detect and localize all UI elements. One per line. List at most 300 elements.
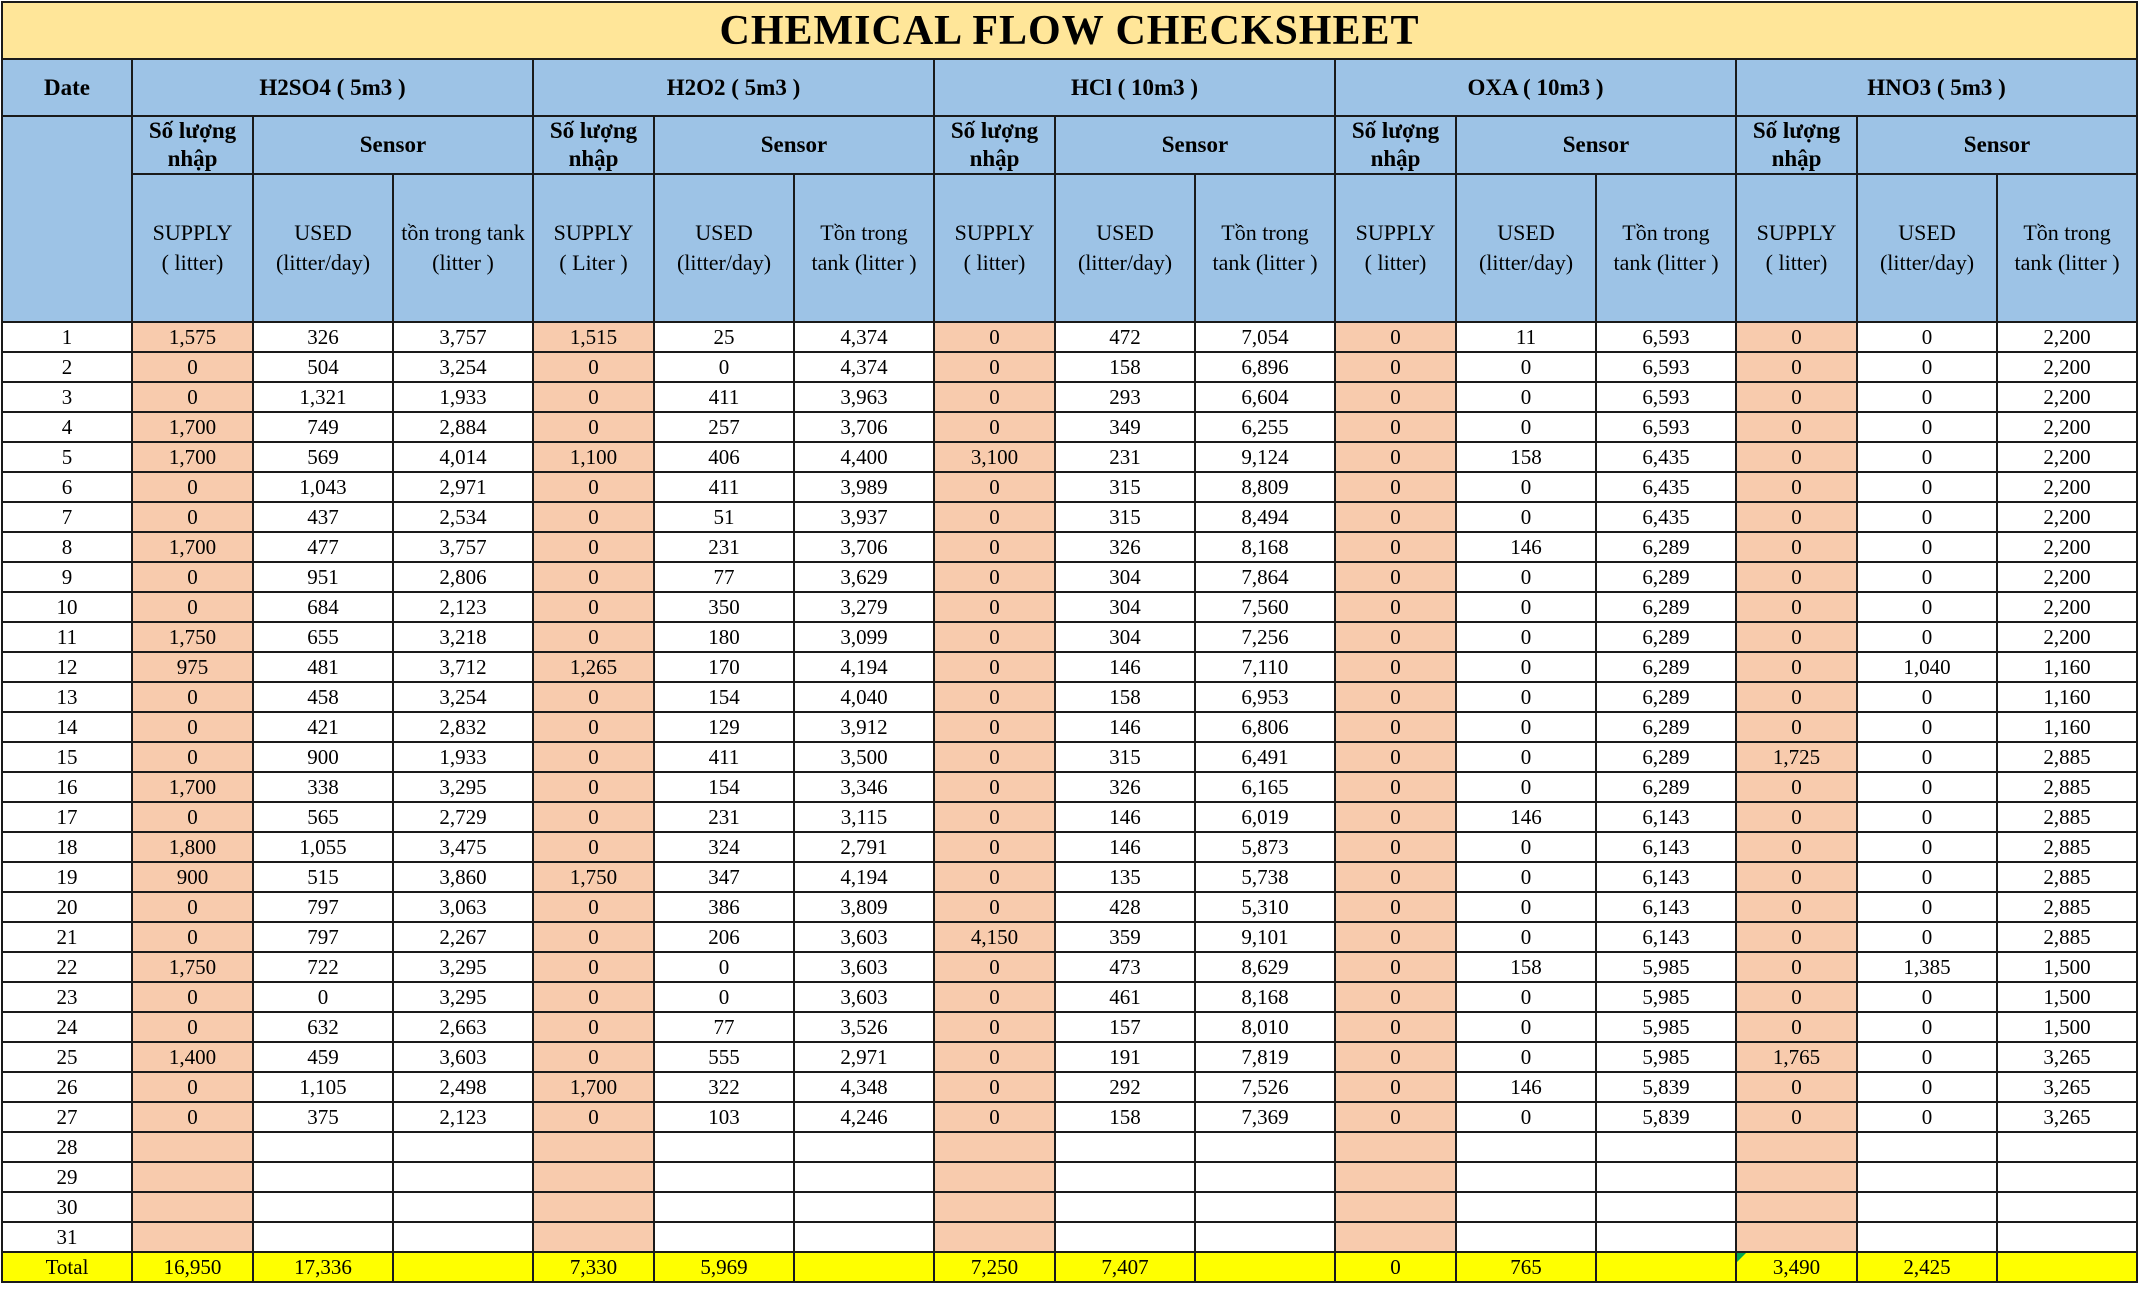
supply-cell[interactable]: 0	[1335, 952, 1456, 982]
tank-cell[interactable]: 4,040	[794, 682, 934, 712]
used-cell[interactable]: 51	[654, 502, 794, 532]
supply-cell[interactable]: 0	[1335, 712, 1456, 742]
supply-cell[interactable]: 0	[533, 412, 654, 442]
tank-cell[interactable]: 2,971	[393, 472, 533, 502]
used-cell[interactable]: 0	[1857, 562, 1997, 592]
tank-cell[interactable]: 7,369	[1195, 1102, 1335, 1132]
supply-cell[interactable]: 0	[533, 832, 654, 862]
used-cell[interactable]: 375	[253, 1102, 393, 1132]
tank-cell[interactable]: 6,435	[1596, 502, 1736, 532]
supply-cell[interactable]: 0	[1335, 472, 1456, 502]
used-cell[interactable]: 77	[654, 562, 794, 592]
used-cell[interactable]: 459	[253, 1042, 393, 1072]
tank-cell[interactable]: 3,295	[393, 982, 533, 1012]
used-cell[interactable]: 315	[1055, 742, 1195, 772]
tank-cell[interactable]: 3,265	[1997, 1072, 2137, 1102]
tank-cell[interactable]: 3,346	[794, 772, 934, 802]
used-cell[interactable]: 0	[1857, 682, 1997, 712]
used-cell[interactable]: 129	[654, 712, 794, 742]
used-cell[interactable]: 428	[1055, 892, 1195, 922]
tank-cell[interactable]: 2,885	[1997, 742, 2137, 772]
supply-cell[interactable]: 0	[1736, 382, 1857, 412]
tank-cell[interactable]: 2,200	[1997, 352, 2137, 382]
tank-cell[interactable]: 8,494	[1195, 502, 1335, 532]
tank-cell[interactable]: 5,985	[1596, 982, 1736, 1012]
tank-cell[interactable]: 6,289	[1596, 622, 1736, 652]
used-cell[interactable]: 1,040	[1857, 652, 1997, 682]
supply-cell[interactable]: 0	[533, 742, 654, 772]
tank-cell[interactable]	[1596, 1132, 1736, 1162]
tank-cell[interactable]: 2,498	[393, 1072, 533, 1102]
tank-cell[interactable]: 6,165	[1195, 772, 1335, 802]
supply-cell[interactable]: 0	[934, 982, 1055, 1012]
tank-cell[interactable]: 5,738	[1195, 862, 1335, 892]
used-cell[interactable]: 0	[1857, 982, 1997, 1012]
used-cell[interactable]: 0	[1857, 592, 1997, 622]
tank-cell[interactable]: 3,629	[794, 562, 934, 592]
tank-cell[interactable]: 8,629	[1195, 952, 1335, 982]
used-cell[interactable]	[654, 1132, 794, 1162]
supply-cell[interactable]: 0	[1335, 862, 1456, 892]
tank-cell[interactable]: 3,757	[393, 532, 533, 562]
tank-cell[interactable]: 6,491	[1195, 742, 1335, 772]
used-cell[interactable]: 0	[1456, 862, 1596, 892]
used-cell[interactable]: 158	[1055, 682, 1195, 712]
tank-cell[interactable]: 6,593	[1596, 412, 1736, 442]
used-cell[interactable]: 458	[253, 682, 393, 712]
supply-cell[interactable]	[1736, 1162, 1857, 1192]
used-cell[interactable]: 722	[253, 952, 393, 982]
used-cell[interactable]: 0	[1857, 1102, 1997, 1132]
used-cell[interactable]: 0	[1857, 832, 1997, 862]
used-cell[interactable]: 180	[654, 622, 794, 652]
tank-cell[interactable]: 3,295	[393, 952, 533, 982]
supply-cell[interactable]: 0	[132, 382, 253, 412]
tank-cell[interactable]: 6,143	[1596, 802, 1736, 832]
used-cell[interactable]: 25	[654, 322, 794, 352]
used-cell[interactable]: 655	[253, 622, 393, 652]
used-cell[interactable]: 684	[253, 592, 393, 622]
supply-cell[interactable]	[1335, 1222, 1456, 1252]
tank-cell[interactable]: 3,063	[393, 892, 533, 922]
used-cell[interactable]: 1,055	[253, 832, 393, 862]
tank-cell[interactable]: 2,534	[393, 502, 533, 532]
supply-cell[interactable]: 4,150	[934, 922, 1055, 952]
used-cell[interactable]: 0	[1456, 352, 1596, 382]
used-cell[interactable]	[1456, 1132, 1596, 1162]
used-cell[interactable]	[1857, 1162, 1997, 1192]
supply-cell[interactable]: 0	[132, 712, 253, 742]
tank-cell[interactable]: 2,884	[393, 412, 533, 442]
used-cell[interactable]: 304	[1055, 622, 1195, 652]
tank-cell[interactable]: 5,839	[1596, 1102, 1736, 1132]
tank-cell[interactable]: 2,200	[1997, 562, 2137, 592]
used-cell[interactable]: 0	[1857, 892, 1997, 922]
used-cell[interactable]: 146	[1055, 652, 1195, 682]
tank-cell[interactable]: 8,168	[1195, 532, 1335, 562]
used-cell[interactable]: 477	[253, 532, 393, 562]
tank-cell[interactable]	[1195, 1222, 1335, 1252]
tank-cell[interactable]: 2,200	[1997, 622, 2137, 652]
tank-cell[interactable]	[794, 1192, 934, 1222]
used-cell[interactable]: 0	[1456, 1102, 1596, 1132]
tank-cell[interactable]: 3,265	[1997, 1102, 2137, 1132]
used-cell[interactable]: 146	[1456, 532, 1596, 562]
used-cell[interactable]: 0	[1857, 742, 1997, 772]
tank-cell[interactable]	[393, 1222, 533, 1252]
used-cell[interactable]: 0	[1857, 1012, 1997, 1042]
tank-cell[interactable]: 6,289	[1596, 562, 1736, 592]
supply-cell[interactable]: 0	[1736, 502, 1857, 532]
tank-cell[interactable]: 1,500	[1997, 982, 2137, 1012]
supply-cell[interactable]: 0	[533, 502, 654, 532]
supply-cell[interactable]: 0	[533, 1042, 654, 1072]
used-cell[interactable]: 231	[654, 532, 794, 562]
tank-cell[interactable]: 2,885	[1997, 892, 2137, 922]
supply-cell[interactable]	[132, 1222, 253, 1252]
tank-cell[interactable]: 3,712	[393, 652, 533, 682]
supply-cell[interactable]: 0	[132, 472, 253, 502]
supply-cell[interactable]: 0	[132, 562, 253, 592]
supply-cell[interactable]: 0	[934, 412, 1055, 442]
tank-cell[interactable]: 2,123	[393, 1102, 533, 1132]
used-cell[interactable]: 350	[654, 592, 794, 622]
tank-cell[interactable]	[794, 1222, 934, 1252]
tank-cell[interactable]: 7,864	[1195, 562, 1335, 592]
supply-cell[interactable]: 0	[1335, 562, 1456, 592]
tank-cell[interactable]: 2,200	[1997, 322, 2137, 352]
used-cell[interactable]	[1857, 1222, 1997, 1252]
used-cell[interactable]: 0	[1456, 832, 1596, 862]
used-cell[interactable]: 158	[1456, 952, 1596, 982]
used-cell[interactable]: 154	[654, 772, 794, 802]
tank-cell[interactable]: 6,143	[1596, 832, 1736, 862]
supply-cell[interactable]: 0	[1736, 862, 1857, 892]
used-cell[interactable]: 1,385	[1857, 952, 1997, 982]
supply-cell[interactable]: 1,700	[132, 412, 253, 442]
supply-cell[interactable]: 0	[132, 742, 253, 772]
supply-cell[interactable]: 0	[132, 1072, 253, 1102]
tank-cell[interactable]	[393, 1132, 533, 1162]
supply-cell[interactable]: 0	[1736, 622, 1857, 652]
used-cell[interactable]: 0	[1456, 382, 1596, 412]
supply-cell[interactable]: 0	[132, 682, 253, 712]
used-cell[interactable]: 146	[1456, 1072, 1596, 1102]
tank-cell[interactable]: 1,500	[1997, 1012, 2137, 1042]
used-cell[interactable]: 0	[1456, 712, 1596, 742]
supply-cell[interactable]: 0	[934, 592, 1055, 622]
tank-cell[interactable]: 2,971	[794, 1042, 934, 1072]
tank-cell[interactable]: 7,819	[1195, 1042, 1335, 1072]
tank-cell[interactable]: 7,256	[1195, 622, 1335, 652]
tank-cell[interactable]: 7,560	[1195, 592, 1335, 622]
supply-cell[interactable]: 0	[1335, 502, 1456, 532]
supply-cell[interactable]: 0	[533, 562, 654, 592]
tank-cell[interactable]: 2,885	[1997, 832, 2137, 862]
supply-cell[interactable]: 0	[934, 1072, 1055, 1102]
supply-cell[interactable]: 0	[1335, 412, 1456, 442]
supply-cell[interactable]: 0	[132, 892, 253, 922]
supply-cell[interactable]: 0	[1335, 1102, 1456, 1132]
used-cell[interactable]: 0	[1456, 472, 1596, 502]
supply-cell[interactable]: 0	[1335, 682, 1456, 712]
tank-cell[interactable]	[794, 1162, 934, 1192]
used-cell[interactable]: 0	[1456, 592, 1596, 622]
supply-cell[interactable]: 0	[533, 592, 654, 622]
tank-cell[interactable]	[1997, 1192, 2137, 1222]
supply-cell[interactable]: 1,265	[533, 652, 654, 682]
used-cell[interactable]: 0	[1857, 352, 1997, 382]
used-cell[interactable]: 326	[253, 322, 393, 352]
supply-cell[interactable]: 0	[132, 592, 253, 622]
supply-cell[interactable]: 0	[533, 352, 654, 382]
tank-cell[interactable]: 6,143	[1596, 862, 1736, 892]
used-cell[interactable]: 158	[1055, 1102, 1195, 1132]
tank-cell[interactable]: 7,526	[1195, 1072, 1335, 1102]
used-cell[interactable]	[253, 1132, 393, 1162]
used-cell[interactable]: 0	[654, 952, 794, 982]
used-cell[interactable]: 900	[253, 742, 393, 772]
supply-cell[interactable]: 1,750	[132, 952, 253, 982]
supply-cell[interactable]: 1,750	[533, 862, 654, 892]
supply-cell[interactable]: 0	[1335, 772, 1456, 802]
tank-cell[interactable]: 6,143	[1596, 892, 1736, 922]
used-cell[interactable]	[1055, 1222, 1195, 1252]
used-cell[interactable]: 0	[1857, 802, 1997, 832]
tank-cell[interactable]: 3,603	[794, 982, 934, 1012]
supply-cell[interactable]: 0	[1335, 652, 1456, 682]
tank-cell[interactable]: 3,295	[393, 772, 533, 802]
tank-cell[interactable]: 5,985	[1596, 952, 1736, 982]
used-cell[interactable]: 0	[1857, 412, 1997, 442]
used-cell[interactable]: 231	[654, 802, 794, 832]
used-cell[interactable]: 0	[1857, 442, 1997, 472]
supply-cell[interactable]: 0	[934, 802, 1055, 832]
supply-cell[interactable]	[934, 1192, 1055, 1222]
used-cell[interactable]: 231	[1055, 442, 1195, 472]
supply-cell[interactable]: 0	[1736, 592, 1857, 622]
used-cell[interactable]	[1857, 1132, 1997, 1162]
used-cell[interactable]: 411	[654, 742, 794, 772]
used-cell[interactable]	[1055, 1132, 1195, 1162]
supply-cell[interactable]	[1335, 1192, 1456, 1222]
used-cell[interactable]	[654, 1162, 794, 1192]
supply-cell[interactable]: 1,700	[533, 1072, 654, 1102]
used-cell[interactable]: 0	[1456, 892, 1596, 922]
tank-cell[interactable]: 4,374	[794, 352, 934, 382]
supply-cell[interactable]: 0	[1736, 472, 1857, 502]
used-cell[interactable]: 0	[1857, 622, 1997, 652]
supply-cell[interactable]: 0	[1736, 562, 1857, 592]
tank-cell[interactable]: 2,832	[393, 712, 533, 742]
supply-cell[interactable]: 0	[533, 1012, 654, 1042]
tank-cell[interactable]: 3,706	[794, 412, 934, 442]
tank-cell[interactable]: 9,124	[1195, 442, 1335, 472]
used-cell[interactable]: 569	[253, 442, 393, 472]
tank-cell[interactable]: 8,010	[1195, 1012, 1335, 1042]
tank-cell[interactable]: 5,310	[1195, 892, 1335, 922]
supply-cell[interactable]: 0	[132, 1012, 253, 1042]
tank-cell[interactable]: 1,160	[1997, 712, 2137, 742]
used-cell[interactable]: 206	[654, 922, 794, 952]
used-cell[interactable]: 304	[1055, 562, 1195, 592]
supply-cell[interactable]: 0	[1335, 832, 1456, 862]
tank-cell[interactable]: 3,115	[794, 802, 934, 832]
supply-cell[interactable]: 0	[1736, 1102, 1857, 1132]
used-cell[interactable]: 0	[1456, 982, 1596, 1012]
used-cell[interactable]: 0	[1857, 472, 1997, 502]
used-cell[interactable]	[1857, 1192, 1997, 1222]
supply-cell[interactable]: 0	[533, 622, 654, 652]
tank-cell[interactable]: 8,809	[1195, 472, 1335, 502]
tank-cell[interactable]: 3,757	[393, 322, 533, 352]
used-cell[interactable]: 0	[1456, 682, 1596, 712]
supply-cell[interactable]: 0	[1335, 442, 1456, 472]
used-cell[interactable]: 481	[253, 652, 393, 682]
supply-cell[interactable]: 0	[1335, 982, 1456, 1012]
tank-cell[interactable]: 7,110	[1195, 652, 1335, 682]
tank-cell[interactable]	[1997, 1132, 2137, 1162]
tank-cell[interactable]: 6,806	[1195, 712, 1335, 742]
tank-cell[interactable]: 1,160	[1997, 652, 2137, 682]
supply-cell[interactable]: 0	[132, 982, 253, 1012]
supply-cell[interactable]: 0	[1736, 532, 1857, 562]
supply-cell[interactable]: 0	[1736, 772, 1857, 802]
tank-cell[interactable]: 9,101	[1195, 922, 1335, 952]
tank-cell[interactable]: 6,896	[1195, 352, 1335, 382]
used-cell[interactable]: 0	[654, 352, 794, 382]
tank-cell[interactable]: 2,663	[393, 1012, 533, 1042]
used-cell[interactable]: 0	[1456, 412, 1596, 442]
used-cell[interactable]: 1,321	[253, 382, 393, 412]
used-cell[interactable]	[1055, 1192, 1195, 1222]
supply-cell[interactable]: 0	[934, 682, 1055, 712]
supply-cell[interactable]: 1,700	[132, 532, 253, 562]
supply-cell[interactable]: 1,515	[533, 322, 654, 352]
tank-cell[interactable]: 4,348	[794, 1072, 934, 1102]
supply-cell[interactable]: 0	[132, 922, 253, 952]
used-cell[interactable]: 0	[1456, 1012, 1596, 1042]
supply-cell[interactable]: 0	[1335, 892, 1456, 922]
supply-cell[interactable]	[934, 1162, 1055, 1192]
used-cell[interactable]: 293	[1055, 382, 1195, 412]
used-cell[interactable]: 0	[1456, 922, 1596, 952]
used-cell[interactable]: 461	[1055, 982, 1195, 1012]
supply-cell[interactable]: 0	[533, 712, 654, 742]
supply-cell[interactable]: 0	[934, 892, 1055, 922]
tank-cell[interactable]: 3,254	[393, 352, 533, 382]
used-cell[interactable]: 555	[654, 1042, 794, 1072]
supply-cell[interactable]	[132, 1162, 253, 1192]
supply-cell[interactable]	[1736, 1192, 1857, 1222]
used-cell[interactable]	[1456, 1222, 1596, 1252]
supply-cell[interactable]: 0	[132, 502, 253, 532]
supply-cell[interactable]	[1335, 1132, 1456, 1162]
tank-cell[interactable]: 6,289	[1596, 532, 1736, 562]
used-cell[interactable]	[1456, 1192, 1596, 1222]
tank-cell[interactable]: 2,729	[393, 802, 533, 832]
supply-cell[interactable]: 0	[533, 382, 654, 412]
used-cell[interactable]: 0	[1857, 502, 1997, 532]
used-cell[interactable]: 158	[1456, 442, 1596, 472]
used-cell[interactable]: 77	[654, 1012, 794, 1042]
supply-cell[interactable]: 0	[1736, 1012, 1857, 1042]
tank-cell[interactable]	[1195, 1162, 1335, 1192]
used-cell[interactable]: 0	[1857, 862, 1997, 892]
used-cell[interactable]: 0	[1857, 712, 1997, 742]
supply-cell[interactable]: 1,765	[1736, 1042, 1857, 1072]
supply-cell[interactable]: 0	[934, 472, 1055, 502]
supply-cell[interactable]: 0	[533, 682, 654, 712]
used-cell[interactable]	[253, 1192, 393, 1222]
supply-cell[interactable]: 0	[533, 472, 654, 502]
tank-cell[interactable]	[1997, 1162, 2137, 1192]
tank-cell[interactable]: 2,200	[1997, 442, 2137, 472]
tank-cell[interactable]: 2,200	[1997, 502, 2137, 532]
supply-cell[interactable]: 0	[934, 1012, 1055, 1042]
supply-cell[interactable]: 0	[934, 322, 1055, 352]
supply-cell[interactable]: 0	[1335, 592, 1456, 622]
supply-cell[interactable]: 0	[1736, 922, 1857, 952]
tank-cell[interactable]: 6,289	[1596, 712, 1736, 742]
supply-cell[interactable]: 0	[1736, 802, 1857, 832]
tank-cell[interactable]	[1195, 1132, 1335, 1162]
tank-cell[interactable]: 4,194	[794, 862, 934, 892]
supply-cell[interactable]: 1,700	[132, 442, 253, 472]
supply-cell[interactable]: 0	[934, 622, 1055, 652]
supply-cell[interactable]: 0	[1335, 622, 1456, 652]
used-cell[interactable]: 515	[253, 862, 393, 892]
tank-cell[interactable]: 3,937	[794, 502, 934, 532]
used-cell[interactable]: 338	[253, 772, 393, 802]
tank-cell[interactable]: 4,014	[393, 442, 533, 472]
supply-cell[interactable]	[533, 1132, 654, 1162]
used-cell[interactable]: 386	[654, 892, 794, 922]
supply-cell[interactable]	[1736, 1222, 1857, 1252]
tank-cell[interactable]: 6,255	[1195, 412, 1335, 442]
tank-cell[interactable]: 3,500	[794, 742, 934, 772]
supply-cell[interactable]: 0	[533, 982, 654, 1012]
tank-cell[interactable]: 2,200	[1997, 412, 2137, 442]
supply-cell[interactable]	[934, 1222, 1055, 1252]
tank-cell[interactable]: 3,265	[1997, 1042, 2137, 1072]
supply-cell[interactable]: 1,100	[533, 442, 654, 472]
supply-cell[interactable]: 0	[934, 742, 1055, 772]
supply-cell[interactable]: 0	[1736, 442, 1857, 472]
supply-cell[interactable]: 0	[1335, 1012, 1456, 1042]
supply-cell[interactable]: 1,725	[1736, 742, 1857, 772]
supply-cell[interactable]: 0	[934, 952, 1055, 982]
supply-cell[interactable]: 0	[533, 532, 654, 562]
used-cell[interactable]: 315	[1055, 472, 1195, 502]
supply-cell[interactable]: 0	[1335, 322, 1456, 352]
used-cell[interactable]: 154	[654, 682, 794, 712]
tank-cell[interactable]: 2,791	[794, 832, 934, 862]
used-cell[interactable]: 359	[1055, 922, 1195, 952]
used-cell[interactable]: 324	[654, 832, 794, 862]
tank-cell[interactable]: 2,885	[1997, 922, 2137, 952]
used-cell[interactable]	[654, 1222, 794, 1252]
used-cell[interactable]: 565	[253, 802, 393, 832]
tank-cell[interactable]: 6,435	[1596, 442, 1736, 472]
used-cell[interactable]: 411	[654, 382, 794, 412]
tank-cell[interactable]	[1596, 1192, 1736, 1222]
tank-cell[interactable]: 3,218	[393, 622, 533, 652]
supply-cell[interactable]: 3,100	[934, 442, 1055, 472]
used-cell[interactable]: 146	[1055, 712, 1195, 742]
tank-cell[interactable]: 2,123	[393, 592, 533, 622]
tank-cell[interactable]: 8,168	[1195, 982, 1335, 1012]
